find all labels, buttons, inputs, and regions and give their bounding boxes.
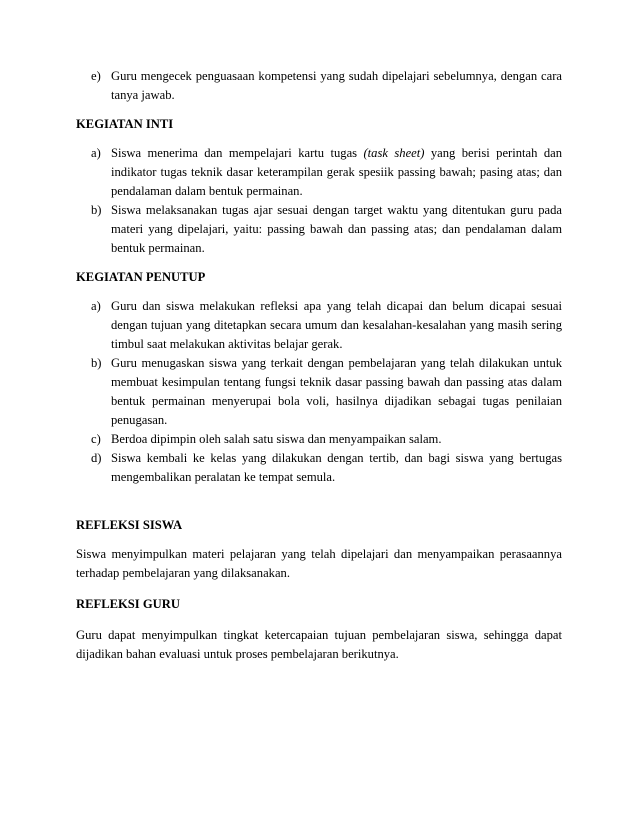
- list-item-text: Guru menugaskan siswa yang terkait dengan pembelajaran yang telah dilakukan untuk membuat kesimpulan tentang fungsi teknik dasar passing bawah dan passing atas dalam bentuk permainan menyerupai bola voli, hasilnya dijadikan sebagai tugas penilaian penugasan.: [111, 356, 562, 427]
- paragraph-refleksi-siswa: Siswa menyimpulkan materi pelajaran yang telah dipelajari dan menyampaikan perasaannya terhadap pembelajaran yang dilaksanakan.: [76, 547, 562, 580]
- list-item-text: Siswa melaksanakan tugas ajar sesuai dengan target waktu yang ditentukan guru pada materi yang dipelajari, yaitu: passing bawah dan passing atas; dan pendalaman dalam bentuk permainan.: [111, 203, 562, 255]
- heading-kegiatan-inti: KEGIATAN INTI: [76, 117, 174, 131]
- paragraph-refleksi-guru: Guru dapat menyimpulkan tingkat ketercapaian tujuan pembelajaran siswa, sehingga dapat dijadikan bahan evaluasi untuk proses pembelajaran berikutnya.: [76, 628, 562, 661]
- list-marker: d): [91, 451, 102, 465]
- list-item-text: Siswa menerima dan mempelajari kartu tugas: [111, 146, 364, 160]
- heading-refleksi-siswa: REFLEKSI SISWA: [76, 518, 183, 532]
- list-item: [76, 449, 562, 487]
- list-marker: a): [91, 299, 101, 313]
- list-item: [76, 201, 562, 258]
- intro-list: [76, 67, 562, 105]
- kegiatan-inti-list: [76, 144, 562, 258]
- list-item: [76, 144, 562, 201]
- list-marker: b): [91, 203, 102, 217]
- list-marker: a): [91, 146, 101, 160]
- list-marker: c): [91, 432, 101, 446]
- list-item-text: Guru dan siswa melakukan refleksi apa yang telah dicapai dan belum dicapai sesuai dengan tujuan yang ditetapkan secara umum dan kesalahan-kesalahan yang masih sering timbul saat melakukan aktivitas belajar gerak.: [111, 299, 562, 351]
- list-item-text: yang berisi perintah dan indikator tugas teknik dasar keterampilan gerak spesiik passing bawah; pasing atas; dan pendalaman dalam bentuk permainan.: [111, 146, 562, 198]
- heading-refleksi-guru: REFLEKSI GURU: [76, 597, 180, 611]
- list-item-text: Guru mengecek penguasaan kompetensi yang sudah dipelajari sebelumnya, dengan cara tanya jawab.: [111, 69, 562, 102]
- list-item: [76, 297, 562, 354]
- list-item: [76, 67, 562, 105]
- list-marker: e): [91, 69, 101, 83]
- list-item-italic-text: (task sheet): [363, 146, 425, 160]
- list-marker: b): [91, 356, 102, 370]
- document-page: [76, 67, 562, 664]
- list-item-text: Berdoa dipimpin oleh salah satu siswa dan menyampaikan salam.: [111, 432, 442, 446]
- list-item: [76, 354, 562, 430]
- list-item: [76, 430, 562, 449]
- kegiatan-penutup-list: [76, 297, 562, 487]
- list-item-text: Siswa kembali ke kelas yang dilakukan dengan tertib, dan bagi siswa yang bertugas mengembalikan peralatan ke tempat semula.: [111, 451, 562, 484]
- heading-kegiatan-penutup: KEGIATAN PENUTUP: [76, 270, 206, 284]
